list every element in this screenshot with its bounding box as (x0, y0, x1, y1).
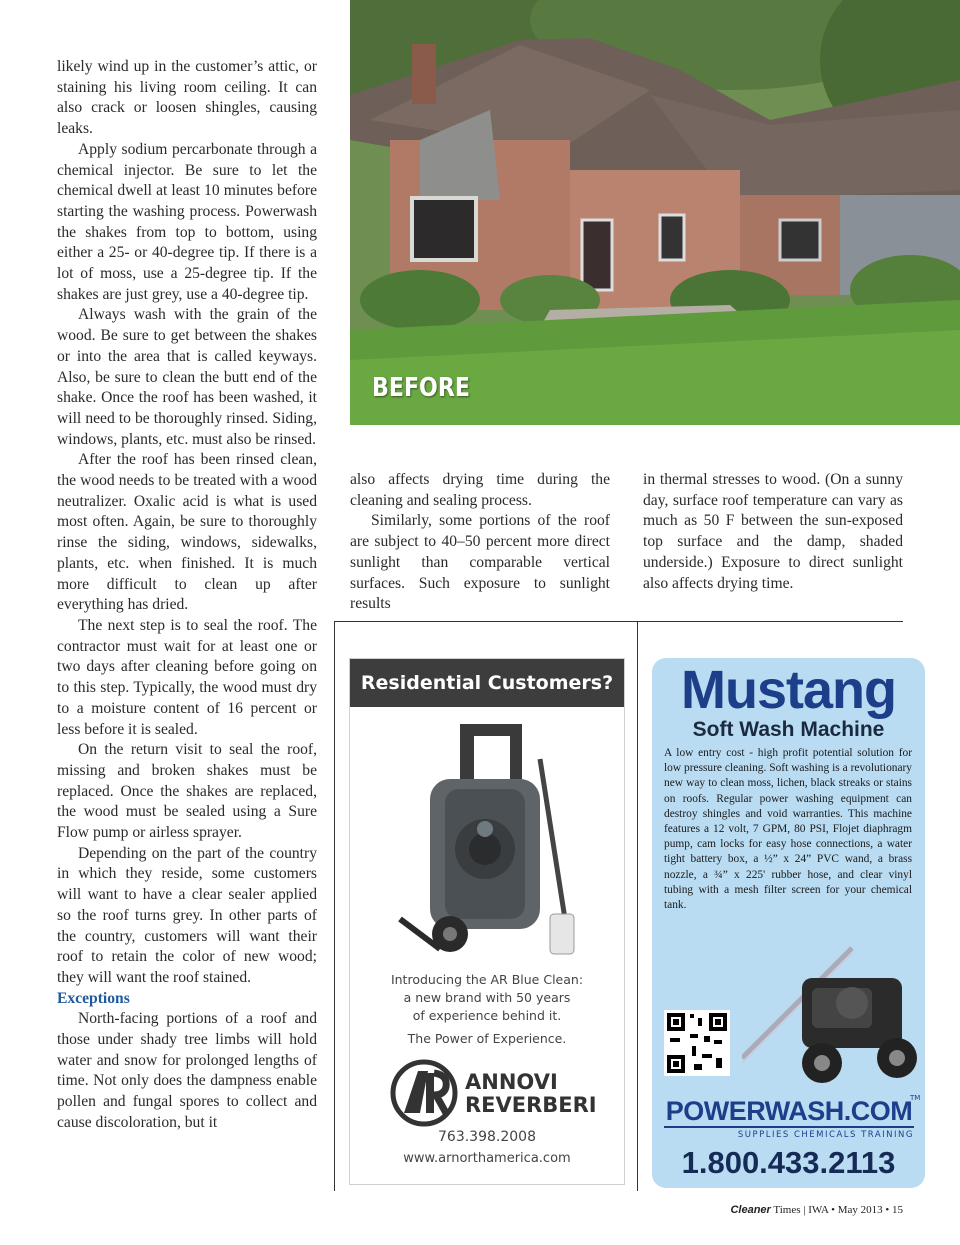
ad-description: A low entry cost - high profit potential solution for low pressure cleaning. Soft washing is a revolutionary new way to clean moss, lichen, black streaks or stains on roofs. Regular power washing equipment can destroy shingles and void warranties. This machine features a 12 volt, 7 GPM, 80 PSI, Flojet diaphragm pump, cam locks for easy hose connections, a water tight battery box, a ½” x 24” PVC wand, a brass nozzle, a ¾” x 225' rubber hose, and clear vinyl tubing with a mesh filter screen for your chemical tank. (664, 747, 912, 912)
intro-line: a new brand with 50 years (403, 990, 571, 1005)
ad-phone: 763.398.2008 (438, 1129, 536, 1145)
ar-logo-icon (390, 1059, 458, 1127)
intro-line: of experience behind it. (412, 1008, 562, 1023)
paragraph: also affects drying time during the cleaning and sealing process. (350, 471, 610, 509)
brand-line: ANNOVI (465, 1070, 558, 1094)
qr-code-icon (664, 1010, 730, 1076)
magazine-name-rest: Times | IWA (773, 1204, 829, 1216)
ar-blue-clean-ad (349, 658, 625, 1185)
ad-intro-text (350, 971, 624, 1025)
brand-line: REVERBERI (465, 1093, 597, 1117)
issue-page: • May 2013 • 15 (831, 1204, 903, 1216)
ad-frame-border (334, 621, 335, 1191)
mustang-soft-wash-ad (652, 658, 925, 1188)
ad-subtitle: Soft Wash Machine (692, 718, 885, 741)
paragraph: The next step is to seal the roof. The contractor must wait for at least one or two days after cleaning before going on to this step. Typically, the wood must dry to a moisture content of 16 percent or less before it is sealed. (57, 616, 317, 738)
magazine-name: Cleaner (730, 1204, 771, 1216)
paragraph: After the roof has been rinsed clean, the wood needs to be treated with a wood neutralizer. Oxalic acid is what is used most often. Again, be sure to thoroughly rinse the siding, windows, sidewalks, plants, etc. when finished. It is much more difficult to clean up after everything has dried. (57, 451, 317, 614)
article-column-1 (57, 57, 317, 1134)
ad-divider (637, 621, 638, 1191)
trademark-mark: TM (910, 1094, 921, 1102)
ad-phone: 1.800.433.2113 (681, 1145, 896, 1180)
brand-underline (664, 1126, 914, 1128)
page-footer (730, 1204, 903, 1216)
article-column-3 (643, 470, 903, 594)
ad-title: Mustang (681, 660, 896, 720)
intro-line: Introducing the AR Blue Clean: (390, 972, 584, 987)
paragraph: likely wind up in the customer’s attic, or staining his living room ceiling. It can also crack or loosen shingles, causing leaks. (57, 58, 317, 138)
before-label: BEFORE (372, 373, 470, 403)
powerwash-tags: SUPPLIES CHEMICALS TRAINING (737, 1130, 914, 1140)
ad-headline: Residential Customers? (350, 659, 624, 707)
ad-brand-name (465, 1071, 597, 1117)
before-photo (350, 0, 960, 425)
paragraph: Depending on the part of the country in which they reside, some customers will want to have a clear sealer applied so the roof turns grey. In other parts of the country, customers will want their roof to retain the color of new wood; they will want the roof stained. (57, 844, 317, 986)
soft-wash-machine-image (742, 938, 922, 1098)
pressure-washer-image (390, 719, 590, 969)
paragraph: in thermal stresses to wood. (On a sunny day, surface roof temperature can vary as much as 50 F between the sun-exposed top surface and the damp, shaded underside.) Exposure to direct sunlight also affects drying time. (643, 471, 903, 592)
section-heading: Exceptions (57, 989, 130, 1007)
article-column-2 (350, 470, 610, 615)
paragraph: On the return visit to seal the roof, missing and broken shakes must be replaced. Once the shakes are replaced, the wood must be sealed using a Sure Flow pump or airless sprayer. (57, 741, 317, 842)
powerwash-brand: POWERWASH.COM (665, 1096, 913, 1126)
paragraph: Always wash with the grain of the wood. Be sure to get between the shakes or into the area that is called keyways. Also, be sure to clean the butt end of the shake. Once the roof has been washed, it will need to be thoroughly rinsed. Siding, windows, plants, etc. must also be rinsed. (57, 306, 317, 448)
ad-tagline: The Power of Experience. (407, 1031, 567, 1046)
paragraph: Similarly, some portions of the roof are subject to 40–50 percent more direct sunlight than comparable vertical surfaces. Such exposure to sunlight results (350, 512, 610, 613)
paragraph: North-facing portions of a roof and those under shady tree limbs will hold water and snow for prolonged lengths of time. Not only does the dampness enable pollen and fungal spores to collect and cause discoloration, but it (57, 1010, 317, 1131)
paragraph: Apply sodium percarbonate through a chemical injector. Be sure to let the chemical dwell at least 10 minutes before starting the washing process. Powerwash the shakes from top to bottom, using either a 25- or 40-degree tip. If there is a lot of moss, use a 25-degree tip. If the shakes are just grey, use a 40-degree tip. (57, 140, 317, 303)
ad-url: www.arnorthamerica.com (403, 1151, 571, 1166)
